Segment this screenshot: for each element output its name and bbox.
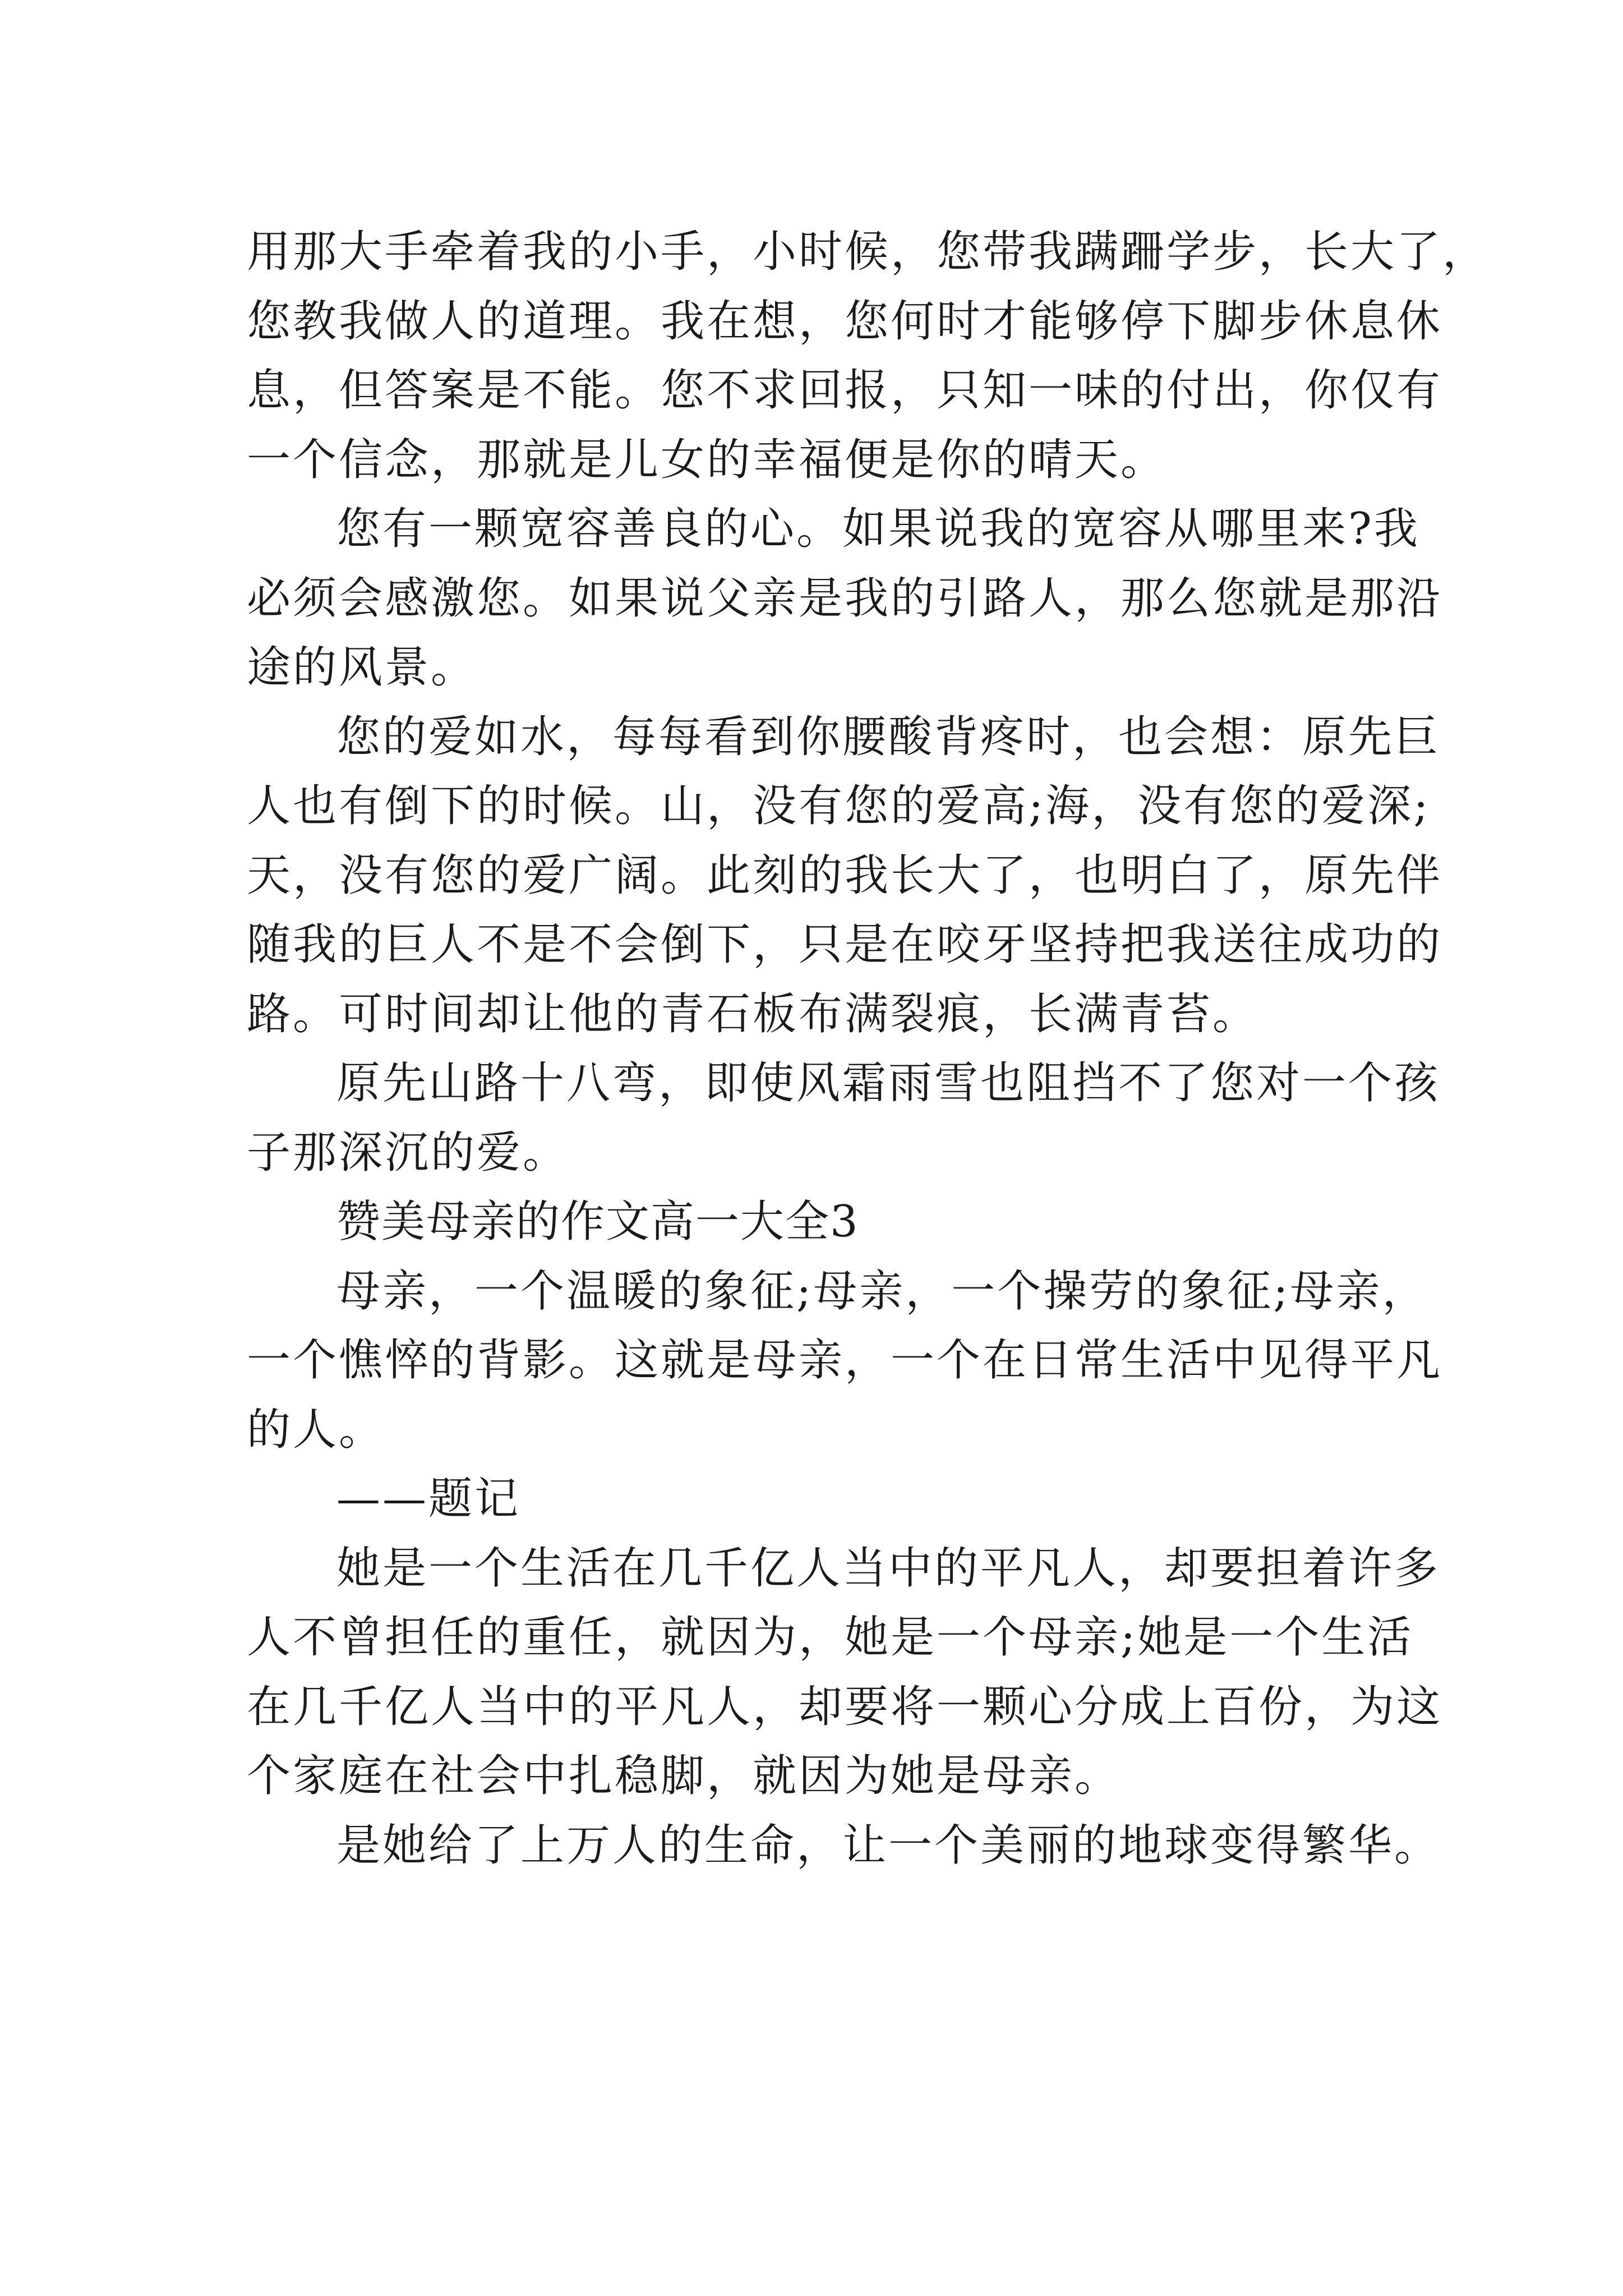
- text-line: 天，没有您的爱广阔。此刻的我长大了，也明白了，原先伴: [247, 850, 1443, 901]
- epigraph-attribution: ——题记: [336, 1474, 521, 1524]
- section-heading: 赞美母亲的作文高一大全3: [336, 1197, 859, 1247]
- text-line: 路。可时间却让他的青石板布满裂痕，长满青苔。: [247, 988, 1259, 1039]
- paragraph-start-line: 您的爱如水，每每看到你腰酸背疼时，也会想：原先巨: [336, 711, 1441, 762]
- text-line: 您教我做人的道理。我在想，您何时才能够停下脚步休息休: [247, 296, 1443, 347]
- paragraph-start-line: 她是一个生活在几千亿人当中的平凡人，却要担着许多: [336, 1543, 1441, 1594]
- paragraph-start-line: 您有一颗宽容善良的心。如果说我的宽容从哪里来?我: [336, 504, 1420, 554]
- paragraph-start-line: 母亲，一个温暖的象征;母亲，一个操劳的象征;母亲，: [336, 1266, 1428, 1317]
- text-line: 一个信念，那就是儿女的幸福便是你的晴天。: [247, 434, 1167, 485]
- text-line: 人不曾担任的重任，就因为，她是一个母亲;她是一个生活: [247, 1612, 1414, 1663]
- text-line: 息，但答案是不能。您不求回报，只知一味的付出，你仅有: [247, 365, 1443, 416]
- text-line: 途的风景。: [247, 642, 477, 693]
- essay-body: [247, 218, 1489, 1880]
- text-line: 用那大手牵着我的小手，小时候，您带我蹒跚学步，长大了，: [247, 227, 1489, 277]
- text-line: 子那深沉的爱。: [247, 1127, 569, 1178]
- text-line: 的人。: [247, 1404, 385, 1455]
- paragraph-start-line: 原先山路十八弯，即使风霜雨雪也阻挡不了您对一个孩: [336, 1058, 1441, 1108]
- text-line: 一个憔悴的背影。这就是母亲，一个在日常生活中见得平凡: [247, 1335, 1443, 1386]
- paragraph-start-line: 是她给了上万人的生命，让一个美丽的地球变得繁华。: [336, 1820, 1441, 1871]
- text-line: 必须会感激您。如果说父亲是我的引路人，那么您就是那沿: [247, 573, 1443, 624]
- text-line: 个家庭在社会中扎稳脚，就因为她是母亲。: [247, 1751, 1121, 1801]
- text-line: 人也有倒下的时候。山，没有您的爱高;海，没有您的爱深;: [247, 781, 1431, 831]
- text-line: 随我的巨人不是不会倒下，只是在咬牙坚持把我送往成功的: [247, 919, 1443, 970]
- text-line: 在几千亿人当中的平凡人，却要将一颗心分成上百份，为这: [247, 1681, 1443, 1732]
